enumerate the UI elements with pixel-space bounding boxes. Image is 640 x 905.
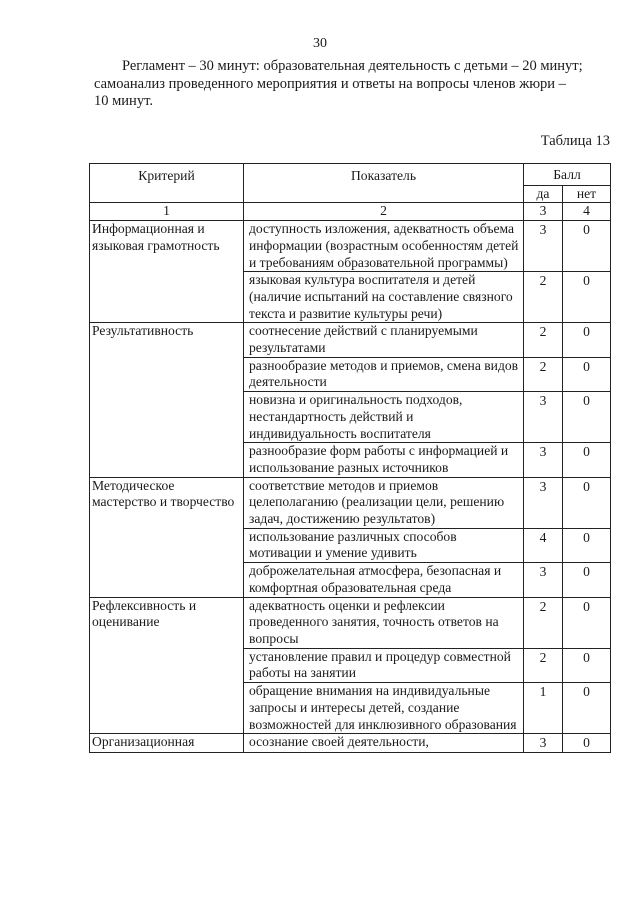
indicator-cell: разнообразие форм работы с информацией и использование разных источников (244, 443, 524, 477)
intro-line: самоанализ проведенного мероприятия и ответы на вопросы членов жюри – (94, 75, 566, 92)
indicator-cell: разнообразие методов и приемов, смена видов деятельности (244, 357, 524, 391)
header-yes: да (524, 185, 563, 203)
indicator-cell: доброжелательная атмосфера, безопасная и комфортная образовательная среда (244, 563, 524, 597)
score-yes-cell: 1 (524, 683, 563, 734)
criterion-cell: Информационная и языковая грамотность (90, 221, 244, 323)
score-no-cell: 0 (563, 392, 611, 443)
score-yes-cell: 2 (524, 272, 563, 323)
indicator-cell: использование различных способов мотивации и умение удивить (244, 528, 524, 562)
score-yes-cell: 3 (524, 734, 563, 753)
score-no-cell: 0 (563, 443, 611, 477)
column-number: 1 (90, 203, 244, 221)
score-no-cell: 0 (563, 683, 611, 734)
table-row (90, 221, 611, 272)
score-no-cell: 0 (563, 563, 611, 597)
score-no-cell: 0 (563, 528, 611, 562)
score-yes-cell: 2 (524, 357, 563, 391)
score-no-cell: 0 (563, 323, 611, 357)
header-criterion: Критерий (90, 164, 244, 203)
indicator-cell: осознание своей деятельности, (244, 734, 524, 753)
score-no-cell: 0 (563, 357, 611, 391)
header-row (90, 164, 611, 186)
criterion-cell: Организационная (90, 734, 244, 753)
indicator-cell: соотнесение действий с планируемыми результатами (244, 323, 524, 357)
column-number: 2 (244, 203, 524, 221)
score-no-cell: 0 (563, 477, 611, 528)
column-number: 3 (524, 203, 563, 221)
score-no-cell: 0 (563, 597, 611, 648)
column-number-row (90, 203, 611, 221)
score-yes-cell: 3 (524, 221, 563, 272)
indicator-cell: соответствие методов и приемов целеполаганию (реализации цели, решению задач, достижению результатов) (244, 477, 524, 528)
criterion-cell: Рефлексивность и оценивание (90, 597, 244, 734)
score-yes-cell: 3 (524, 563, 563, 597)
score-yes-cell: 2 (524, 323, 563, 357)
table-row (90, 597, 611, 648)
score-no-cell: 0 (563, 734, 611, 753)
score-no-cell: 0 (563, 272, 611, 323)
criteria-table (89, 163, 611, 753)
indicator-cell: доступность изложения, адекватность объема информации (возрастным особенностям детей и требованиям образовательной программы) (244, 221, 524, 272)
score-yes-cell: 4 (524, 528, 563, 562)
indicator-cell: обращение внимания на индивидуальные запросы и интересы детей, создание возможностей для инклюзивного образования (244, 683, 524, 734)
indicator-cell: адекватность оценки и рефлексии проведенного занятия, точность ответов на вопросы (244, 597, 524, 648)
table-row (90, 477, 611, 528)
score-yes-cell: 3 (524, 392, 563, 443)
score-yes-cell: 3 (524, 477, 563, 528)
column-number: 4 (563, 203, 611, 221)
intro-paragraph (94, 58, 610, 111)
intro-line: 10 минут. (94, 93, 153, 109)
table-row (90, 323, 611, 357)
header-indicator: Показатель (244, 164, 524, 203)
table-row (90, 734, 611, 753)
header-score: Балл (524, 164, 611, 186)
intro-line: Регламент – 30 минут: образовательная деятельность с детьми – 20 минут; (122, 58, 583, 74)
indicator-cell: установление правил и процедур совместной работы на занятии (244, 648, 524, 682)
indicator-cell: новизна и оригинальность подходов, нестандартность действий и индивидуальность воспитателя (244, 392, 524, 443)
score-no-cell: 0 (563, 221, 611, 272)
score-no-cell: 0 (563, 648, 611, 682)
page-number: 30 (313, 36, 327, 51)
score-yes-cell: 2 (524, 597, 563, 648)
indicator-cell: языковая культура воспитателя и детей (наличие испытаний на составление связного текста и развитие культуры речи) (244, 272, 524, 323)
score-yes-cell: 2 (524, 648, 563, 682)
criterion-cell: Результативность (90, 323, 244, 477)
criterion-cell: Методическое мастерство и творчество (90, 477, 244, 597)
header-no: нет (563, 185, 611, 203)
score-yes-cell: 3 (524, 443, 563, 477)
table-caption: Таблица 13 (540, 133, 610, 149)
